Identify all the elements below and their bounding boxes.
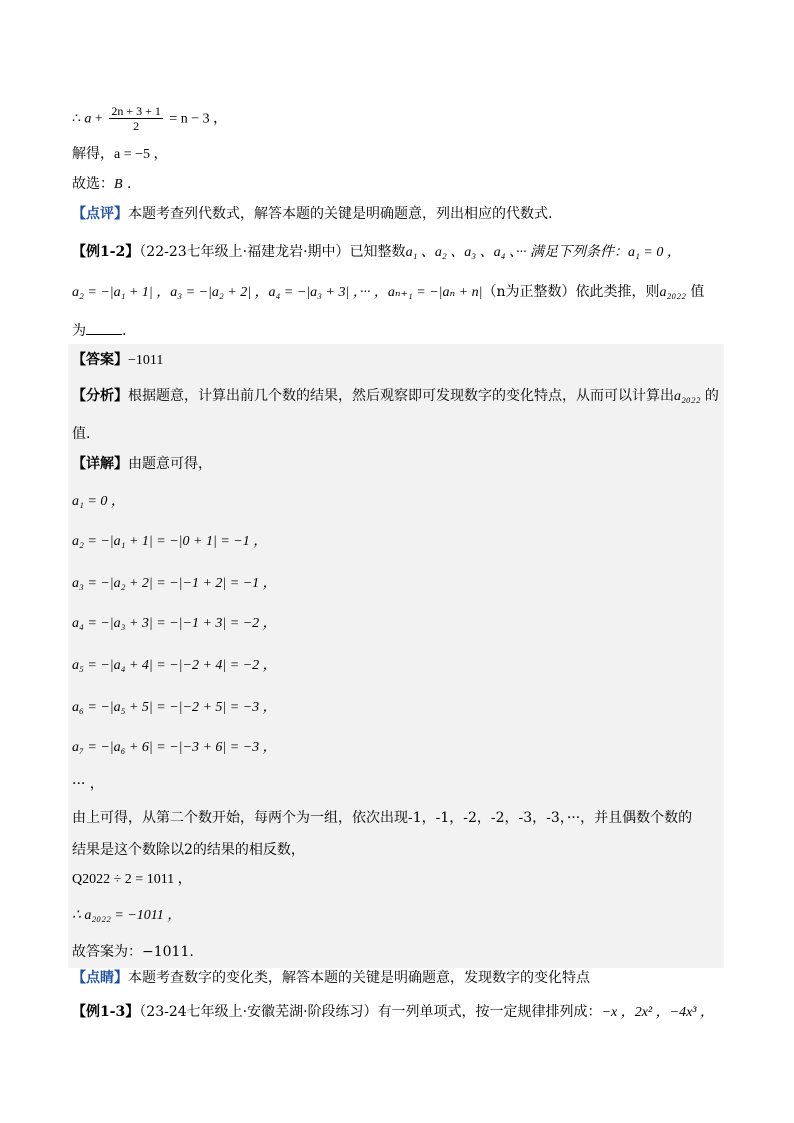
analysis-line1 [72, 386, 719, 407]
example-1-3-terms: −x ，2x² ，−4x³ ， [601, 1005, 714, 1020]
solve-line [72, 144, 168, 165]
calc-line2: ∴ a₂₀₂₂ = −1011 ， [72, 908, 182, 923]
review-line [72, 204, 552, 224]
choice-end: . [122, 176, 132, 192]
example-1-2-tag: 【例1-2】 [72, 244, 140, 260]
detail-tag: 【详解】 [72, 456, 128, 472]
step-a1: a₁ = 0 ， [72, 494, 125, 509]
comment-tag: 【点睛】 [72, 970, 128, 986]
choice-label: 故选： [72, 176, 114, 192]
example-1-2-line2 [72, 282, 704, 303]
step-a5: a₅ = −|a₄ + 4| = −|−2 + 4| = −2 ， [72, 658, 277, 673]
plus-sign: + [91, 111, 107, 127]
final-answer-line: 故答案为：−1011. [72, 944, 194, 960]
answer-value: −1011 [128, 353, 164, 368]
solve-label: 解得， [72, 146, 114, 162]
ellipsis-line: ··· ， [72, 776, 104, 792]
target-term: a₂₀₂₂ [659, 285, 686, 300]
example-1-2-line3 [72, 320, 126, 341]
equation-line [72, 104, 227, 133]
therefore-symbol: ∴ [72, 111, 85, 127]
example-1-2-sequence: a₁ 、a₂ 、a₃ 、a₄ 、··· 满足下列条件： [405, 245, 629, 260]
conclusion-line2: 结果是这个数除以2的结果的相反数， [72, 842, 305, 858]
recurrence-end: 值 [685, 284, 705, 300]
blank-prefix: 为 [72, 323, 86, 339]
choice-value: B [114, 177, 123, 192]
comment-line [72, 968, 590, 988]
fraction [109, 104, 163, 133]
example-1-3-tag: 【例1-3】 [72, 1004, 140, 1020]
choice-line [72, 174, 131, 195]
comment-text: 本题考查数字的变化类，解答本题的关键是明确题意，发现数字的变化特点 [128, 970, 590, 986]
equation-rhs: = n − 3 ， [165, 111, 228, 127]
analysis-target: a₂₀₂₂ [674, 389, 701, 404]
calc-line1: Q2022 ÷ 2 = 1011 ， [72, 872, 192, 887]
example-1-2-source: （22-23七年级上·福建龙岩·期中） [139, 244, 350, 260]
example-1-2-condition: a₁ = 0 ， [628, 245, 681, 260]
analysis-end: 的 [700, 388, 719, 404]
recurrence-general: aₙ₊₁ = −|aₙ + n| [387, 285, 483, 300]
recurrence-note: （n为正整数）依此类推，则 [482, 284, 660, 300]
fraction-denominator: 2 [133, 119, 140, 133]
fraction-numerator: 2n + 3 + 1 [111, 104, 161, 118]
review-text: 本题考查列代数式，解答本题的关键是明确题意，列出相应的代数式. [128, 206, 553, 222]
blank-end: . [122, 323, 127, 339]
answer-tag: 【答案】 [72, 352, 128, 368]
answer-line [72, 350, 163, 371]
step-a7: a₇ = −|a₆ + 6| = −|−3 + 6| = −3 ， [72, 740, 277, 755]
example-1-3-text: 有一列单项式，按一定规律排列成： [377, 1004, 602, 1020]
detail-text: 由题意可得， [128, 456, 212, 472]
review-tag: 【点评】 [72, 206, 128, 222]
analysis-line2 [72, 424, 90, 444]
recurrence-terms: a₂ = −|a₁ + 1| ，a₃ = −|a₂ + 2| ，a₄ = −|a₃ + 3| ，··· ， [72, 285, 388, 300]
example-1-2-text: 已知整数 [349, 244, 406, 260]
detail-line [72, 454, 212, 474]
step-a4: a₄ = −|a₃ + 3| = −|−1 + 3| = −2 ， [72, 616, 277, 631]
example-1-3-source: （23-24七年级上·安徽芜湖·阶段练习） [139, 1004, 378, 1020]
conclusion-line1: 由上可得，从第二个数开始，每两个为一组，依次出现-1，-1，-2，-2，-3，-3，···，并且偶数个数的 [72, 810, 693, 826]
solve-eq: a = −5 ， [114, 147, 168, 162]
analysis-tag: 【分析】 [72, 388, 128, 404]
example-1-2-line1 [72, 242, 681, 263]
analysis-text: 根据题意，计算出前几个数的结果，然后观察即可发现数字的变化特点，从而可以计算出 [128, 388, 674, 404]
step-a2: a₂ = −|a₁ + 1| = −|0 + 1| = −1 ， [72, 534, 268, 549]
example-1-3-line [72, 1002, 714, 1023]
answer-blank [86, 320, 122, 335]
var-a: a [84, 111, 92, 127]
step-a3: a₃ = −|a₂ + 2| = −|−1 + 2| = −1 ， [72, 576, 277, 591]
step-a6: a₆ = −|a₅ + 5| = −|−2 + 5| = −3 ， [72, 700, 277, 715]
analysis-text2: 值. [72, 426, 91, 442]
